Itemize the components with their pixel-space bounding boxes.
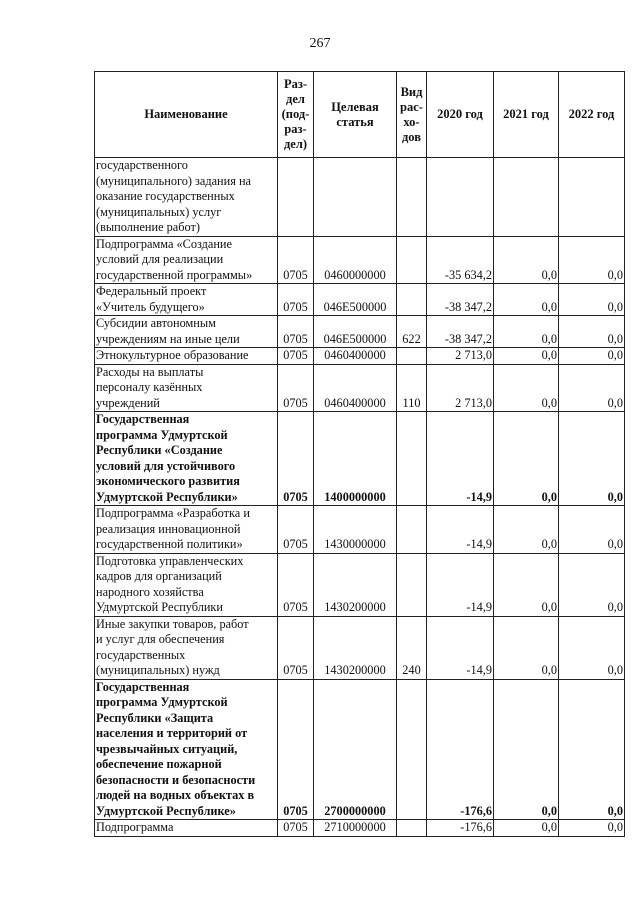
cell-y2021: 0,0 — [494, 236, 559, 284]
cell-target: 1400000000 — [314, 412, 397, 506]
cell-y2022: 0,0 — [559, 506, 625, 554]
table-row — [95, 284, 625, 316]
cell-y2021: 0,0 — [494, 553, 559, 616]
table-body — [95, 158, 625, 837]
cell-y2022: 0,0 — [559, 316, 625, 348]
cell-section: 0705 — [278, 236, 314, 284]
header-target: Целевая статья — [314, 72, 397, 158]
cell-y2021 — [494, 158, 559, 237]
cell-target: 1430200000 — [314, 616, 397, 679]
cell-y2021: 0,0 — [494, 284, 559, 316]
cell-section: 0705 — [278, 364, 314, 412]
cell-section: 0705 — [278, 412, 314, 506]
cell-y2022: 0,0 — [559, 236, 625, 284]
cell-section: 0705 — [278, 616, 314, 679]
cell-name: Федеральный проект «Учитель будущего» — [95, 284, 278, 316]
table-row — [95, 553, 625, 616]
header-2021: 2021 год — [494, 72, 559, 158]
cell-name: Государственная программа Удмуртской Республики «Создание условий для устойчивого экономического развития Удмуртской Республики» — [95, 412, 278, 506]
cell-y2021: 0,0 — [494, 348, 559, 365]
cell-y2022: 0,0 — [559, 284, 625, 316]
budget-table — [94, 71, 625, 837]
cell-kind — [397, 553, 427, 616]
table-row — [95, 679, 625, 820]
cell-kind — [397, 284, 427, 316]
cell-name: Подпрограмма — [95, 820, 278, 837]
cell-section: 0705 — [278, 284, 314, 316]
table-row — [95, 616, 625, 679]
cell-name: Подпрограмма «Создание условий для реализации государственной программы» — [95, 236, 278, 284]
cell-y2020 — [427, 158, 494, 237]
cell-name: Субсидии автономным учреждениям на иные цели — [95, 316, 278, 348]
cell-y2020: -14,9 — [427, 412, 494, 506]
cell-kind: 240 — [397, 616, 427, 679]
cell-kind — [397, 348, 427, 365]
table-row — [95, 348, 625, 365]
cell-y2021: 0,0 — [494, 506, 559, 554]
header-section: Раз- дел (под- раз- дел) — [278, 72, 314, 158]
table-row — [95, 820, 625, 837]
header-name: Наименование — [95, 72, 278, 158]
cell-y2020: -14,9 — [427, 616, 494, 679]
cell-target: 0460400000 — [314, 348, 397, 365]
cell-y2020: -176,6 — [427, 820, 494, 837]
cell-y2020: -14,9 — [427, 553, 494, 616]
cell-y2020: -14,9 — [427, 506, 494, 554]
cell-name: Подготовка управленческих кадров для организаций народного хозяйства Удмуртской Республики — [95, 553, 278, 616]
cell-name: Иные закупки товаров, работ и услуг для обеспечения государственных (муниципальных) нужд — [95, 616, 278, 679]
table-row — [95, 412, 625, 506]
cell-section: 0705 — [278, 679, 314, 820]
cell-name: Этнокультурное образование — [95, 348, 278, 365]
cell-kind — [397, 158, 427, 237]
cell-y2021: 0,0 — [494, 316, 559, 348]
table-row — [95, 364, 625, 412]
cell-section: 0705 — [278, 506, 314, 554]
cell-y2022: 0,0 — [559, 553, 625, 616]
cell-target: 0460400000 — [314, 364, 397, 412]
cell-y2022: 0,0 — [559, 348, 625, 365]
cell-name: Расходы на выплаты персоналу казённых учреждений — [95, 364, 278, 412]
cell-y2021: 0,0 — [494, 616, 559, 679]
header-kind: Вид рас- хо- дов — [397, 72, 427, 158]
cell-target: 046E500000 — [314, 284, 397, 316]
cell-target: 2710000000 — [314, 820, 397, 837]
cell-kind — [397, 506, 427, 554]
cell-kind — [397, 236, 427, 284]
page-number: 267 — [309, 36, 331, 51]
cell-name: Государственная программа Удмуртской Республики «Защита населения и территорий от чрезвычайных ситуаций, обеспечение пожарной безопасности и безопасности людей на водных объектах в Удмуртской Республике» — [95, 679, 278, 820]
cell-target: 2700000000 — [314, 679, 397, 820]
cell-section: 0705 — [278, 316, 314, 348]
cell-kind — [397, 820, 427, 837]
cell-kind — [397, 412, 427, 506]
table-header-row — [95, 72, 625, 158]
cell-y2022: 0,0 — [559, 679, 625, 820]
cell-kind: 622 — [397, 316, 427, 348]
cell-y2021: 0,0 — [494, 679, 559, 820]
cell-section: 0705 — [278, 553, 314, 616]
cell-y2021: 0,0 — [494, 820, 559, 837]
cell-y2022: 0,0 — [559, 412, 625, 506]
cell-target: 0460000000 — [314, 236, 397, 284]
cell-target — [314, 158, 397, 237]
cell-target: 046E500000 — [314, 316, 397, 348]
header-2022: 2022 год — [559, 72, 625, 158]
cell-section: 0705 — [278, 820, 314, 837]
cell-name: государственного (муниципального) задания на оказание государственных (муниципальных) услуг (выполнение работ) — [95, 158, 278, 237]
cell-y2021: 0,0 — [494, 364, 559, 412]
cell-y2020: 2 713,0 — [427, 348, 494, 365]
cell-y2022 — [559, 158, 625, 237]
cell-y2020: 2 713,0 — [427, 364, 494, 412]
cell-y2020: -38 347,2 — [427, 316, 494, 348]
cell-y2022: 0,0 — [559, 820, 625, 837]
cell-name: Подпрограмма «Разработка и реализация инновационной государственной политики» — [95, 506, 278, 554]
cell-kind — [397, 679, 427, 820]
cell-y2020: -176,6 — [427, 679, 494, 820]
table-row — [95, 316, 625, 348]
table-row — [95, 158, 625, 237]
table-row — [95, 236, 625, 284]
cell-target: 1430000000 — [314, 506, 397, 554]
cell-y2021: 0,0 — [494, 412, 559, 506]
cell-kind: 110 — [397, 364, 427, 412]
cell-target: 1430200000 — [314, 553, 397, 616]
cell-y2020: -38 347,2 — [427, 284, 494, 316]
cell-y2020: -35 634,2 — [427, 236, 494, 284]
header-2020: 2020 год — [427, 72, 494, 158]
table-row — [95, 506, 625, 554]
cell-y2022: 0,0 — [559, 364, 625, 412]
cell-y2022: 0,0 — [559, 616, 625, 679]
cell-section — [278, 158, 314, 237]
cell-section: 0705 — [278, 348, 314, 365]
